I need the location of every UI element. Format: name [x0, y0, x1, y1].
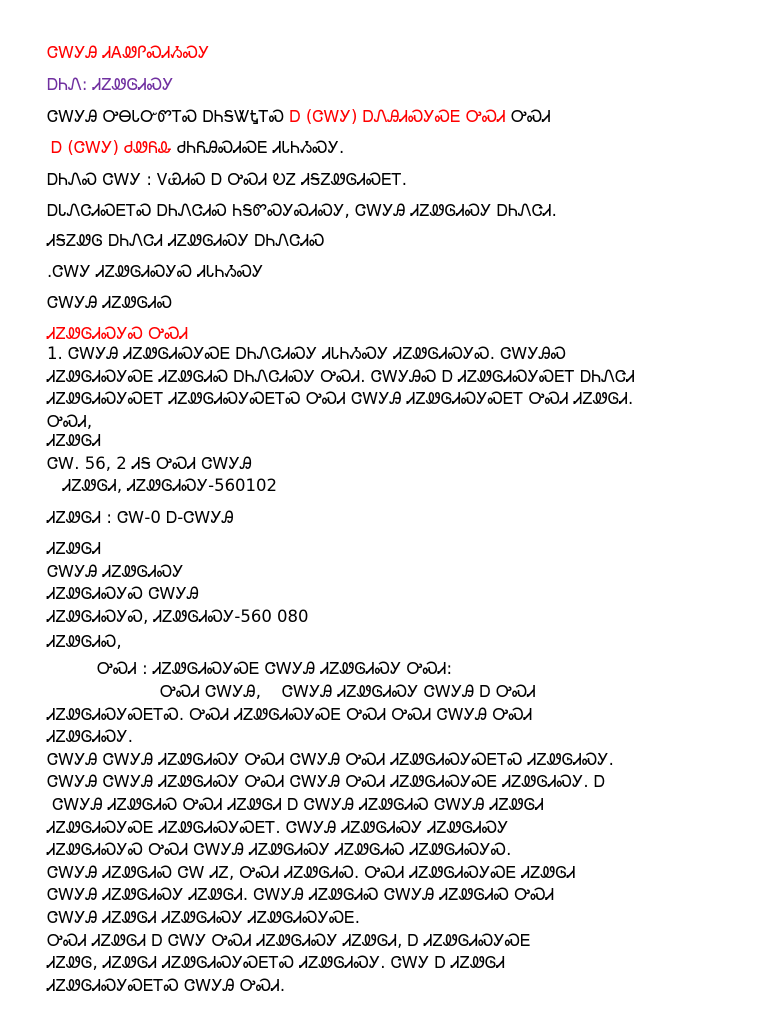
intro-red-b: Ꭰ (ᏣᎳᎩ) ᏧᏪᏲᎲ	[51, 138, 172, 157]
body-para-line: ᏣᎳᎩᎯ ᏗᏃᏪᎶᏗᏍᎩ ᏗᏃᏪᎶᏗ. ᏣᎳᎩᎯ ᏗᏃᏪᎶᏗᏍ ᏣᎳᎩᎯ ᏗᏃᏪᎶᏗᏍ ᎤᏍᏗ	[47, 885, 555, 905]
body-para-line: ᏣᎳᎩᎯ ᏗᏃᏪᎶᏗᏍ ᏣᎳ ᏗᏃ, ᎤᏍᏗ ᏗᏃᏪᎶᏗᏍ. ᎤᏍᏗ ᏗᏃᏪᎶᏗᏍᎩᏍᎬ ᏗᏃᏪᎶᏗ	[47, 862, 576, 882]
body-para-line: ᎤᏍᏗ ᏗᏃᏪᎶᏗ Ꭰ ᏣᎳᎩ ᎤᏍᏗ ᏗᏃᏪᎶᏗᏍᎩ ᏗᏃᏪᎶᏗ, Ꭰ ᏗᏃᏪᎶᏗᏍᎩᏍᎬ	[47, 930, 531, 950]
subtitle-label: ᎠᏂᏁ: ᏗᏃᏪᎶᏗᏍᎩ	[47, 75, 174, 94]
section-para-line: 1. ᏣᎳᎩᎯ ᏗᏃᏪᎶᏗᏍᎩᏍᎬ ᎠᏂᏁᏣᏗᏍᎩ ᏗᏓᏂᏱᏍᎩ ᏗᏃᏪᎶᏗᏍᎩᏍ. ᏣᎳᎩᎯᏍ	[47, 344, 567, 363]
body-para-line: ᏣᎳᎩᎯ ᏣᎳᎩᎯ ᏗᏃᏪᎶᏗᏍᎩ ᎤᏍᏗ ᏣᎳᎩᎯ ᎤᏍᏗ ᏗᏃᏪᎶᏗᏍᎩᏍᎬ ᏗᏃᏪᎶᏗᏍᎩ. Ꭰ	[47, 772, 606, 792]
body-para-line: ᏗᏃᏪᎶᏗᏍᎩᏍᎬᎢᏍ ᏣᎳᎩᎯ ᎤᏍᏗ.	[47, 975, 286, 995]
section-para-line: ᏗᏃᏪᎶᏗᏍᎩᏍᎬ ᏗᏃᏪᎶᏗᏍ ᎠᏂᏁᏣᏗᏍᎩ ᎤᏍᏗ. ᏣᎳᎩᎯᏍ Ꭰ ᏗᏃᏪᎶᏗᏍᎩᏍᎬᎢ ᎠᏂᏁᏣᏗ	[47, 366, 635, 386]
intro-text-c: ᏧᏂᏲᎯᏍᏗᏍᎬ ᏗᏓᏂᏱᏍᎩ.	[171, 138, 345, 157]
body-para-line: ᏗᏃᏪᎶᏗᏍᎩᏍᎬᎢᏍ. ᎤᏍᏗ ᏗᏃᏪᎶᏗᏍᎩᏍᎬ ᎤᏍᏗ ᎤᏍᏗ ᏣᎳᎩᎯ ᎤᏍᏗ	[47, 704, 533, 724]
body-para-line: ᏣᎳᎩᎯ ᏗᏃᏪᎶᏗ ᏗᏃᏪᎶᏗᏍᎩ ᏗᏃᏪᎶᏗᏍᎩᏍᎬ.	[47, 907, 361, 927]
body-line-5: ᏗᎦᏃᏪᎶ ᎠᏂᏁᏣᏗ ᏗᏃᏪᎶᏗᏍᎩ ᎠᏂᏁᏣᏗᏍ	[47, 231, 325, 250]
section-paragraph	[47, 343, 727, 433]
date-line: ᏗᏃᏪᎶᏗ : ᏣᎳ-0 Ꭰ-ᏣᎳᎩᎯ	[47, 508, 234, 527]
sender-address	[47, 430, 727, 498]
body-para-line: ᏗᏃᏪᎶᏗᏍᎩᏍ ᎤᏍᏗ ᏣᎳᎩᎯ ᏗᏃᏪᎶᏗᏍᎩ ᏗᏃᏪᎶᏗᏍ ᏗᏃᏪᎶᏗᏍᎩᏍ.	[47, 840, 512, 860]
recipient-line: ᏗᏃᏪᎶᏗᏍᎩᏍ, ᏗᏃᏪᎶᏗᏍᎩ-560 080	[47, 606, 309, 626]
recipient-line: ᏗᏃᏪᎶᏗ	[47, 539, 102, 558]
section-heading: ᏗᏃᏪᎶᏗᏍᎩᏍ ᎤᏍᏗ	[47, 324, 189, 343]
section-para-line: ᏗᏃᏪᎶᏗᏍᎩᏍᎬᎢ ᏗᏃᏪᎶᏗᏍᎩᏍᎬᎢᏍ ᎤᏍᏗ ᏣᎳᎩᎯ ᏗᏃᏪᎶᏗᏍᎩᏍᎬᎢ ᎤᏍᏗ ᏗᏃᏪᎶᏗ.	[47, 389, 634, 409]
section-para-line: ᎤᏍᏗ,	[47, 411, 93, 431]
salutation: ᏗᏃᏪᎶᏗᏍ,	[47, 632, 122, 651]
body-line-3: ᎠᏂᏁᏍ ᏣᎳᎩ : ᏙᏯᏗᏍ Ꭰ ᎤᏍᏗ ᎧᏃ ᏗᎦᏃᏪᎶᏗᏍᎬᎢ.	[47, 170, 408, 189]
recipient-address	[47, 538, 727, 628]
letter-body	[47, 681, 727, 997]
body-line-6: .ᏣᎳᎩ ᏗᏃᏪᎶᏗᏍᎩᏍ ᏗᏓᏂᏱᏍᎩ	[47, 262, 264, 281]
document-title: ᏣᎳᎩᎯ ᏗᎪᏪᎵᏍᏗᏱᏍᎩ	[47, 43, 210, 62]
sender-line: ᏣᎳ. 56, 2 ᏗᎦ ᎤᏍᏗ ᏣᎳᎩᎯ	[47, 453, 252, 473]
intro-line-2	[51, 137, 748, 159]
intro-text-a: ᏣᎳᎩᎯ ᎤᎾᏓᏅᏛᎢᏍ ᎠᏂᎦᏔᎿᎢᏍ	[47, 107, 290, 126]
intro-text-b: ᎤᏍᏗ	[505, 107, 551, 126]
body-para-line: ᏗᏃᏪᎶ, ᏗᏃᏪᎶᏗ ᏗᏃᏪᎶᏗᏍᎩᏍᎬᎢᏍ ᏗᏃᏪᎶᏗᏍᎩ. ᏣᎳᎩ Ꭰ ᏗᏃᏪᎶᏗ	[47, 953, 506, 973]
recipient-line: ᏗᏃᏪᎶᏗᏍᎩᏍ ᏣᎳᎩᎯ	[47, 584, 199, 604]
sender-line: ᏗᏃᏪᎶᏗ	[47, 431, 102, 450]
body-para-line: ᏗᏃᏪᎶᏗᏍᎩ.	[47, 727, 134, 747]
body-para-line: ᏗᏃᏪᎶᏗᏍᎩᏍᎬ ᏗᏃᏪᎶᏗᏍᎩᏍᎬᎢ. ᏣᎳᎩᎯ ᏗᏃᏪᎶᏗᏍᎩ ᏗᏃᏪᎶᏗᏍᎩ	[47, 817, 509, 837]
sender-line: ᏗᏃᏪᎶᏗ, ᏗᏃᏪᎶᏗᏍᎩ-560102	[47, 476, 278, 496]
body-line-7: ᏣᎳᎩᎯ ᏗᏃᏪᎶᏗᏍ	[47, 293, 173, 312]
subject-line: ᎤᏍᏗ : ᏗᏃᏪᎶᏗᏍᎩᏍᎬ ᏣᎳᎩᎯ ᏗᏃᏪᎶᏗᏍᎩ ᎤᏍᏗ:	[97, 659, 453, 678]
intro-line-1	[47, 106, 748, 128]
recipient-line: ᏣᎳᎩᎯ ᏗᏃᏪᎶᏗᏍᎩ	[47, 561, 184, 581]
body-para-line: ᏣᎳᎩᎯ ᏗᏃᏪᎶᏗᏍ ᎤᏍᏗ ᏗᏃᏪᎶᏗ Ꭰ ᏣᎳᎩᎯ ᏗᏃᏪᎶᏗᏍ ᏣᎳᎩᎯ ᏗᏃᏪᎶᏗ	[47, 794, 544, 814]
intro-red-a: Ꭰ (ᏣᎳᎩ) ᎠᏁᎯᏗᏍᎩᏍᎬ ᎤᏍᏗ	[289, 107, 506, 126]
body-line-4: ᎠᏓᏁᏣᏗᏍᎬᎢᏍ ᎠᏂᏁᏣᏗᏍ ᏂᎦᏛᏍᎩᏍᏗᏍᎩ, ᏣᎳᎩᎯ ᏗᏃᏪᎶᏗᏍᎩ ᎠᏂᏁᏣᏗ.	[47, 201, 557, 220]
body-para-line: ᎤᏍᏗ ᏣᎳᎩᎯ, ᏣᎳᎩᎯ ᏗᏃᏪᎶᏗᏍᎩ ᏣᎳᎩᎯ Ꭰ ᎤᏍᏗ	[160, 682, 536, 701]
body-para-line: ᏣᎳᎩᎯ ᏣᎳᎩᎯ ᏗᏃᏪᎶᏗᏍᎩ ᎤᏍᏗ ᏣᎳᎩᎯ ᎤᏍᏗ ᏗᏃᏪᎶᏗᏍᎩᏍᎬᎢᏍ ᏗᏃᏪᎶᏗᏍᎩ.	[47, 749, 614, 769]
